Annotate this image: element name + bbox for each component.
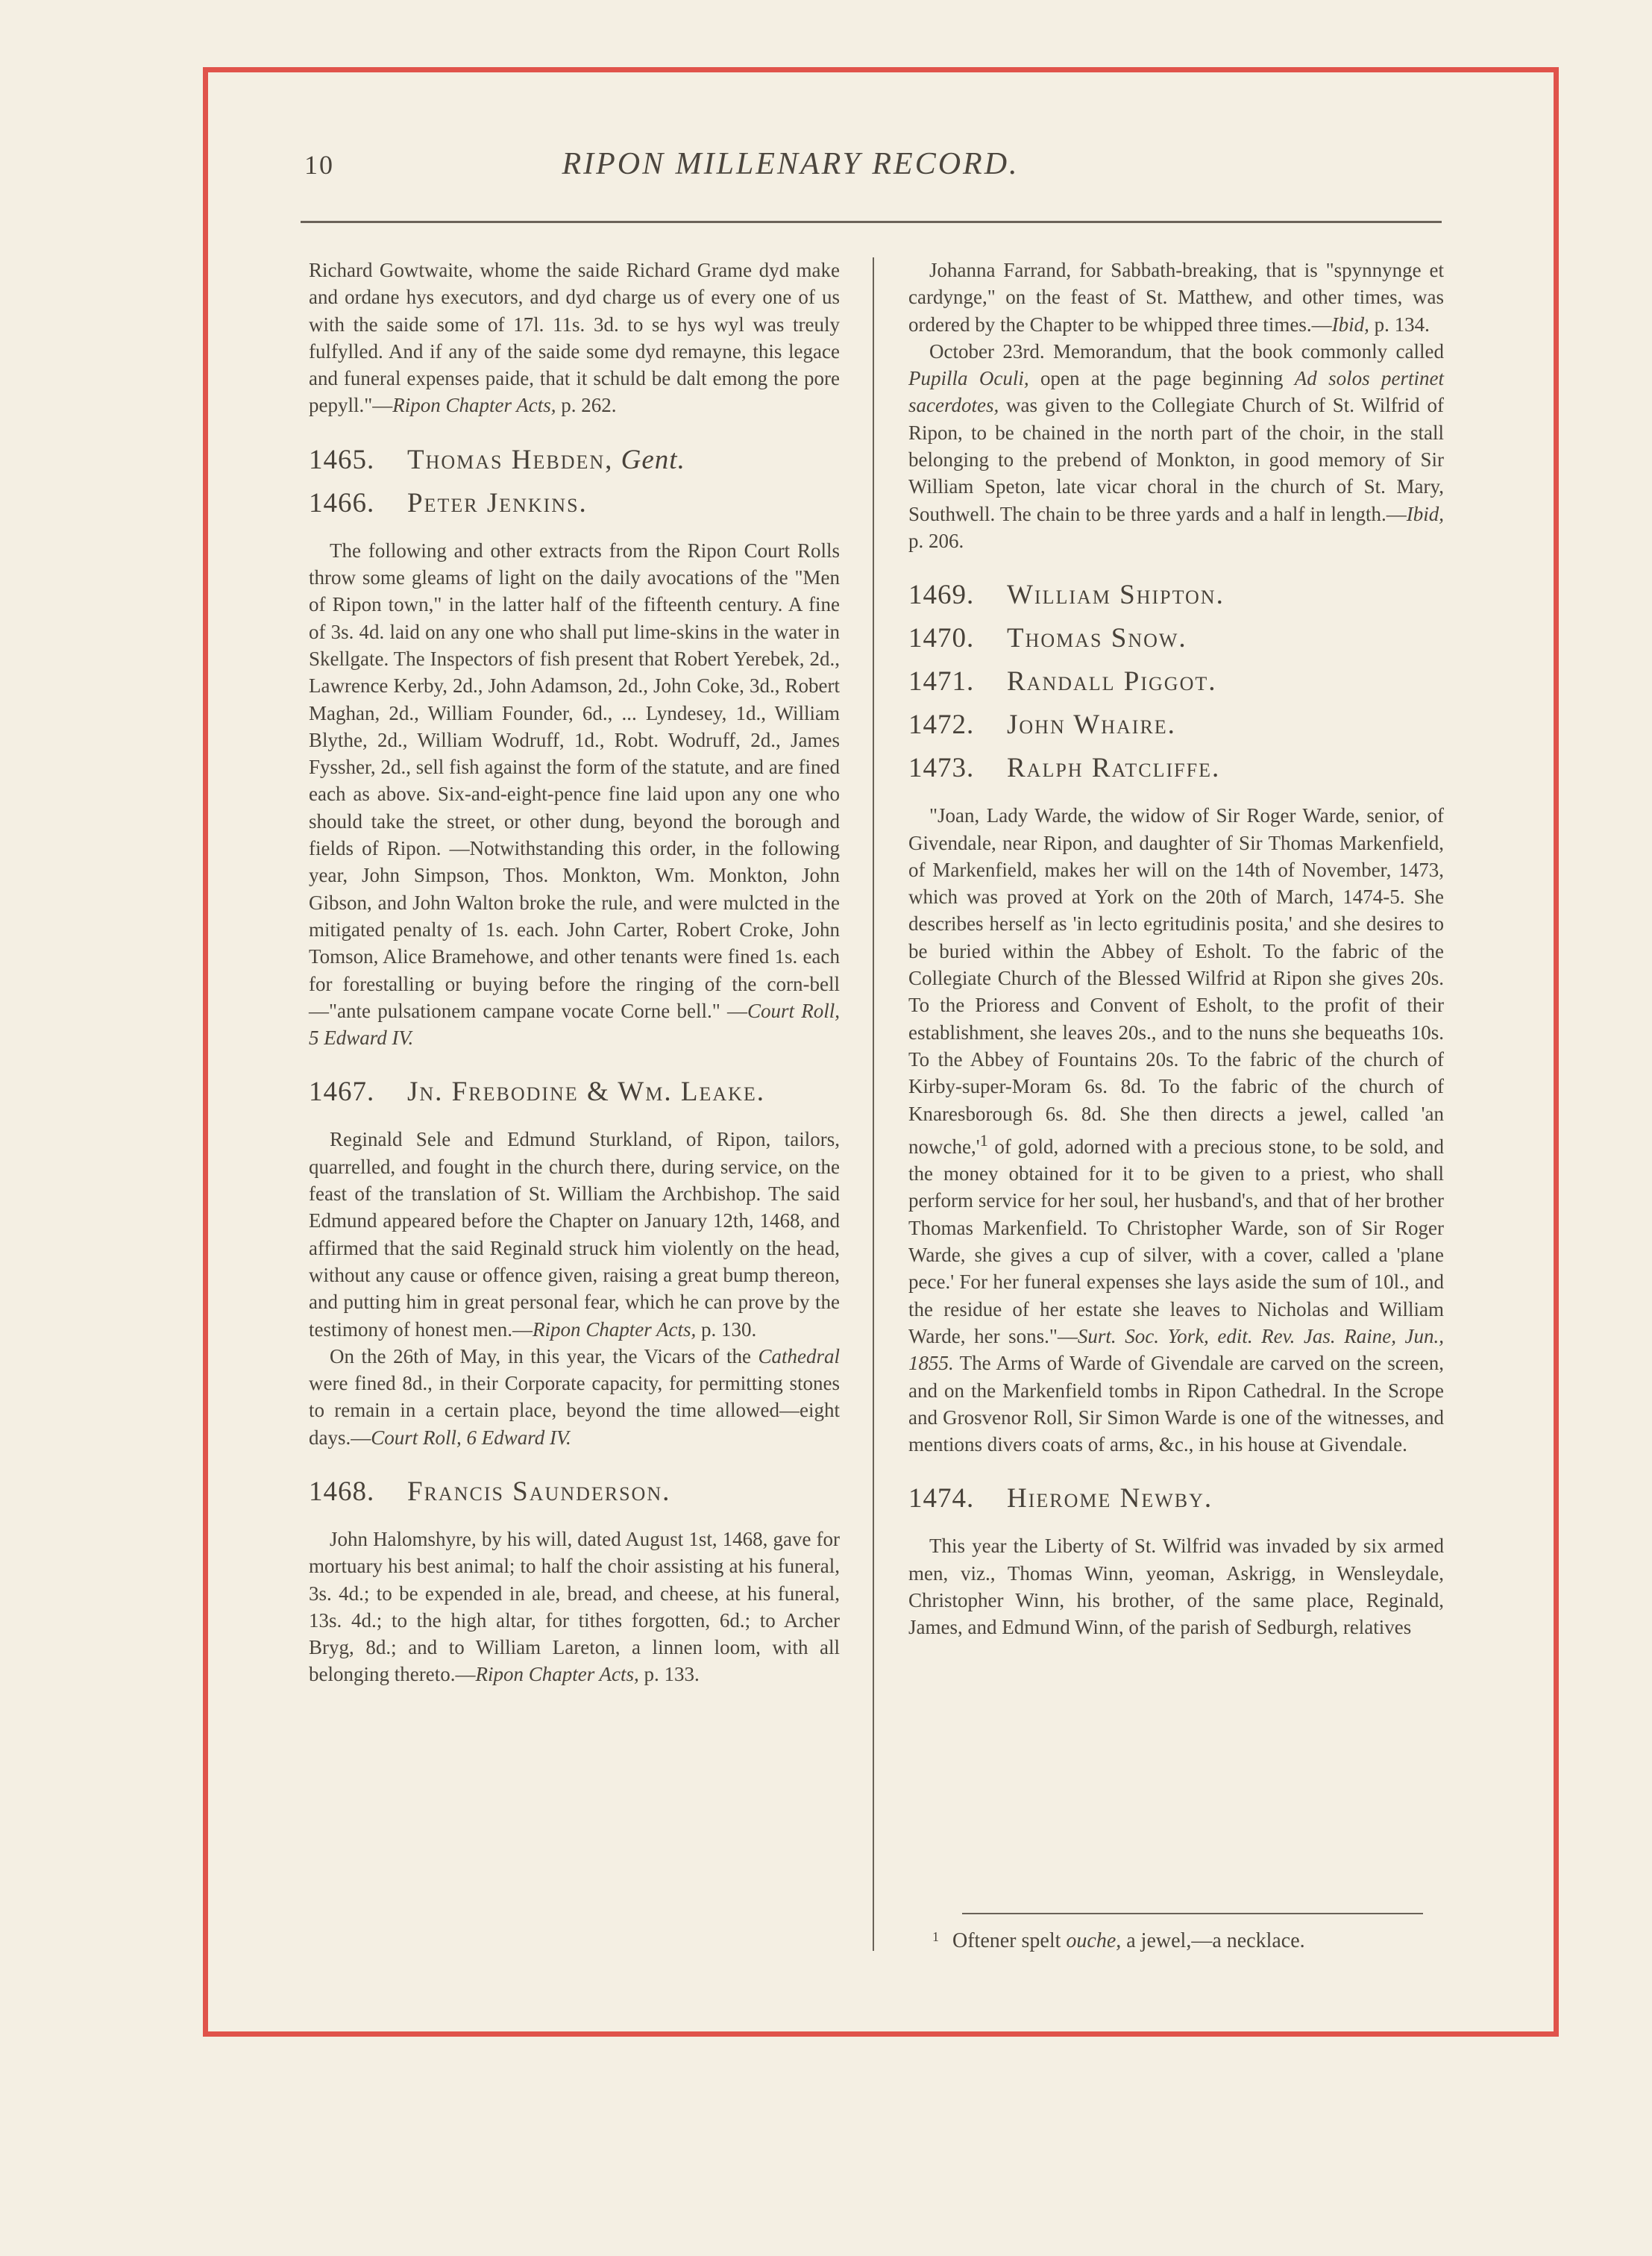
entry-heading-1471: 1471. Randall Piggot.: [908, 666, 1217, 698]
paragraph: This year the Liberty of St. Wilfrid was invaded by six armed men, viz., Thomas Winn, yeoman, Askrigg, in Wensleydale, Christopher Winn, his brother, of the same place, Reginald, James, and Edmund Winn, of the parish of Sedburgh, relatives: [908, 1535, 1444, 1639]
entry-heading-1474: 1474. Hierome Newby.: [908, 1483, 1213, 1514]
paragraph: Reginald Sele and Edmund Sturkland, of Ripon, tailors, quarrelled, and fought in the church there, during service, on the feast of the translation of St. William the Archbishop. The said Edmund appeared before the Chapter on January 12th, 1468, and affirmed that the said Reginald struck him violently on the head, without any cause or offence given, raising a great bump thereon, and putting him in great personal fear, which he can prove by the testimony of honest men.—Ripon Chapter Acts, p. 130.: [309, 1128, 840, 1341]
running-title: RIPON MILLENARY RECORD.: [562, 147, 1020, 181]
column-divider: [873, 257, 874, 1951]
footnote-rule: [962, 1913, 1423, 1914]
paragraph: October 23rd. Memorandum, that the book commonly called Pupilla Oculi, open at the page beginning Ad solos pertinet sacerdotes, was given to the Collegiate Church of St. Wilfrid of Ripon, to be chained in the north part of the choir, in the stall belonging to the prebend of Monkton, in good memory of Sir William Speton, late vicar choral in the church of St. Mary, Southwell. The chain to be three yards and a half in length.—Ibid, p. 206.: [908, 339, 1444, 552]
entry-heading-1466: 1466. Peter Jenkins.: [309, 487, 588, 518]
entry-heading-1470: 1470. Thomas Snow.: [908, 623, 1187, 654]
left-column: [309, 257, 840, 1688]
page-number: 10: [304, 150, 334, 180]
entry-heading-1468: 1468. Francis Saunderson.: [309, 1476, 671, 1507]
footnote-marker: 1: [979, 1130, 988, 1150]
paragraph: "Joan, Lady Warde, the widow of Sir Roger Warde, senior, of Givendale, near Ripon, and daughter of Sir Thomas Markenfield, of Markenfield, makes her will on the 14th of November, 1473, which was proved at York on the 20th of March, 1474-5. She describes herself as 'in lecto egritudinis posita,' and she desires to be buried within the Abbey of Esholt. To the fabric of the Collegiate Church of the Blessed Wilfrid at Ripon she gives 20s. To the Prioress and Convent of Esholt, to the profit of their establishment, she leaves 20s., and to the nuns she bequeaths 10s. To the Abbey of Fountains 20s. To the fabric of the church of Kirby-super-Moram 6s. 8d. To the fabric of the church of Knaresborough 6s. 8d. She then directs a jewel, called 'an $nowche,'^1$ of gold, adorned with a precious stone, to be sold, and the money obtained for it to be given to a priest, who shall perform service for her soul, her husband's, and that of her brother Thomas Markenfield. To Christopher Warde, son of Sir Roger Warde, she gives a cup of silver, with a cover, called a 'plane pece.' For her funeral expenses she lays aside the sum of 10l., and the residue of her estate she leaves to Nicholas and William Warde, her sons."—Surt. Soc. York, edit. Rev. Jas. Raine, Jun., 1855. The Arms of Warde of Givendale are carved on the screen, and on the Markenfield tombs in Ripon Cathedral. In the Scrope and Grosvenor Roll, Sir Simon Warde is one of the witnesses, and mentions divers coats of arms, &c., in his house at Givendale.: [908, 804, 1445, 1456]
right-column: [908, 257, 1444, 1641]
entry-heading-1467: 1467. Jn. Frebodine & Wm. Leake.: [309, 1077, 766, 1108]
entry-heading-1465: 1465. Thomas Hebden, Gent.: [309, 444, 685, 475]
paragraph: The following and other extracts from the Ripon Court Rolls throw some gleams of light on the daily avocations of the "Men of Ripon town," in the latter half of the fifteenth century. A fine of 3s. 4d. laid on any one who shall put lime-skins in the water in Skellgate. The Inspectors of fish present that Robert Yerebek, 2d., Lawrence Kerby, 2d., John Adamson, 2d., John Coke, 3d., Robert Maghan, 2d., William Founder, 6d., ... Lyndesey, 1d., William Blythe, 2d., William Wodruff, 1d., Robt. Wodruff, 2d., James Fyssher, 2d., sell fish against the form of the statute, and are fined each as above. Six-and-eight-pence fine laid upon any one who should take the street, or other dung, beyond the borough and fields of Ripon. —Notwithstanding this order, in the following year, John Simpson, Thos. Monkton, Wm. Monkton, John Gibson, and John Walton broke the rule, and were mulcted in the mitigated penalty of 1s. each. John Carter, Robert Croke, John Tomson, Alice Bramehowe, and other tenants were fined 1s. each for forestalling or buying before the ringing of the corn-bell —"ante pulsationem campane vocate Corne bell." —Court Roll, 5 Edward IV.: [309, 539, 840, 1050]
entry-heading-1469: 1469. William Shipton.: [908, 580, 1225, 611]
entry-heading-1472: 1472. John Whaire.: [908, 709, 1176, 741]
paragraph: John Halomshyre, by his will, dated August 1st, 1468, gave for mortuary his best animal; to half the choir assisting at his funeral, 3s. 4d.; to be expended in ale, bread, and cheese, at his funeral, 13s. 4d.; to the high altar, for tithes forgotten, 6d.; to Archer Bryg, 8d.; and to William Lareton, a linnen loom, with all belonging thereto.—Ripon Chapter Acts, p. 133.: [309, 1527, 840, 1686]
header-rule: [301, 221, 1442, 223]
paragraph: Richard Gowtwaite, whome the saide Richard Grame dyd make and ordane hys executors, and dyd charge us of every one of us with the saide some of 17l. 11s. 3d. to se hys wyl was treuly fulfylled. And if any of the saide some dyd remayne, this legace and funeral expenses paide, that it schuld be dalt emong the pore pepyll."—Ripon Chapter Acts, p. 262.: [309, 259, 840, 417]
paragraph: On the 26th of May, in this year, the Vicars of the Cathedral were fined 8d., in their Corporate capacity, for permitting stones to remain in a certain place, beyond the time allowed—eight days.—Court Roll, 6 Edward IV.: [309, 1344, 840, 1449]
entry-heading-1473: 1473. Ralph Ratcliffe.: [908, 753, 1221, 784]
paragraph: Johanna Farrand, for Sabbath-breaking, that is "spynnynge et cardynge," on the feast of St. Matthew, and other times, was ordered by the Chapter to be whipped three times.—Ibid, p. 134.: [908, 259, 1444, 336]
footnote: $^1$ Oftener spelt ouche, a jewel,—a necklace.: [932, 1929, 1305, 1952]
